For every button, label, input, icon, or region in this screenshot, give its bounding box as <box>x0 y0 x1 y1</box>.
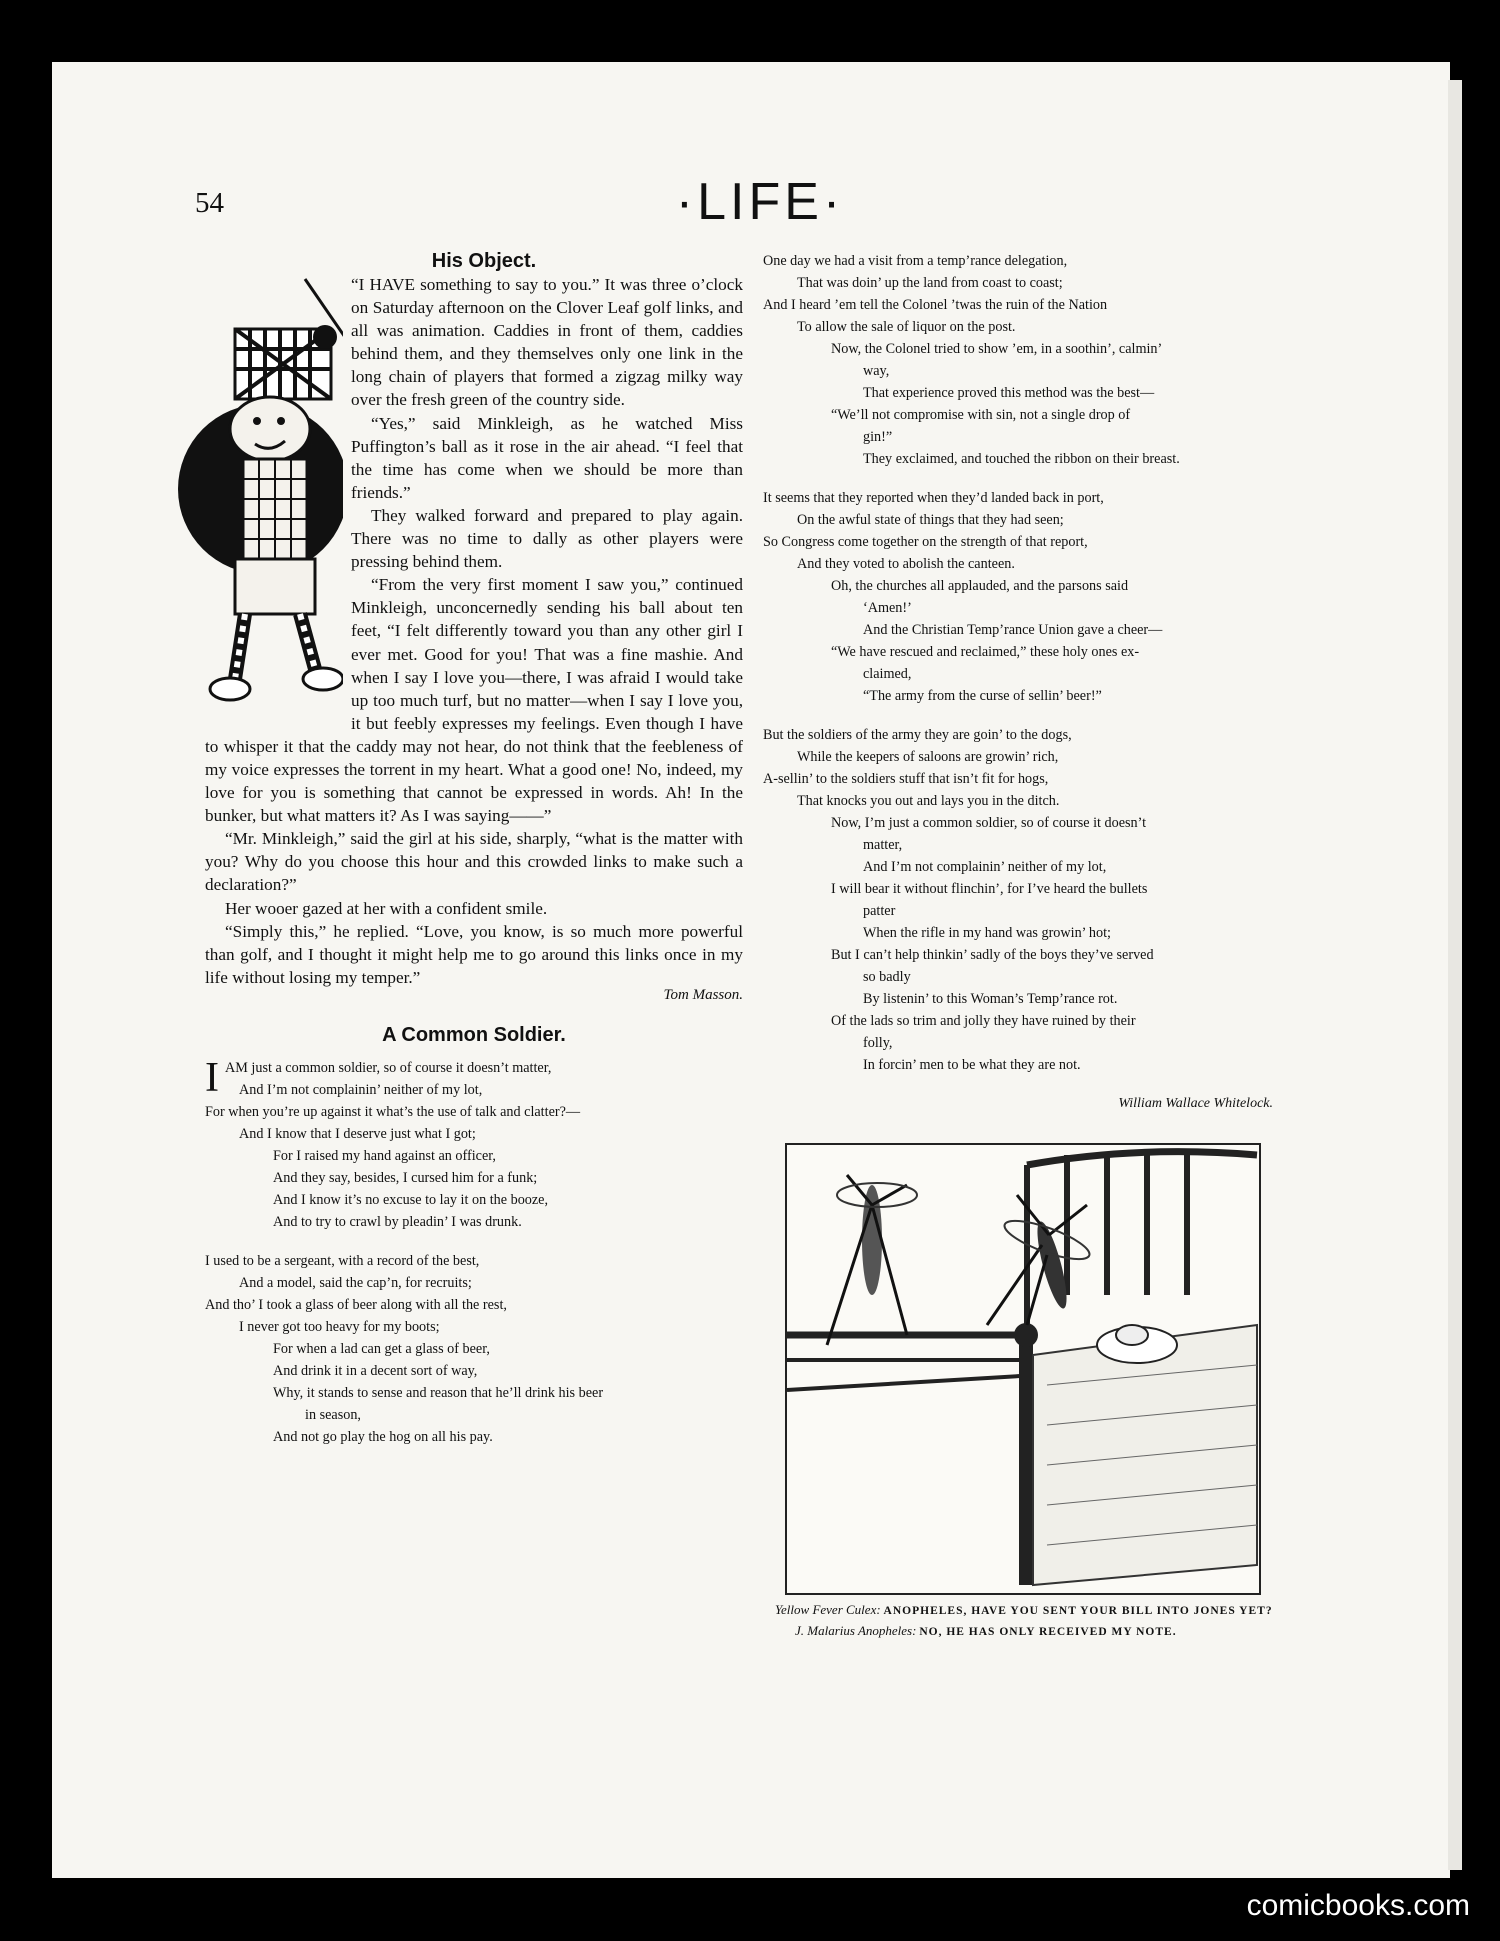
paragraph: “Yes,” said Minkleigh, as he watched Miss Puffington’s ball as it rose in the air ahead. “I feel that the time has come when we should be more than friends.” <box>351 413 743 502</box>
stanza <box>763 724 1313 1076</box>
poem-line: so badly <box>863 969 911 985</box>
stanza <box>205 1250 743 1448</box>
poem-line: And I know that I deserve just what I got; <box>239 1125 476 1142</box>
poem-line: One day we had a visit from a temp’rance delegation, <box>763 253 1068 269</box>
paragraph: “Simply this,” he replied. “Love, you know, is so much more powerful than golf, and I thought it might help me to go around this links once in my life without losing my temper.” <box>205 921 743 987</box>
poem-line: I used to be a sergeant, with a record of the best, <box>205 1252 480 1269</box>
poem-line: I will bear it without flinchin’, for I’ve heard the bullets <box>831 881 1148 897</box>
poem-line: It seems that they reported when they’d landed back in port, <box>763 490 1104 506</box>
poem-line: And not go play the hog on all his pay. <box>273 1428 493 1445</box>
poem-left <box>205 1054 743 1448</box>
left-column <box>205 250 743 1465</box>
poem-line: And tho’ I took a glass of beer along with all the rest, <box>205 1296 507 1313</box>
poem-line: On the awful state of things that they had seen; <box>797 512 1064 528</box>
cartoon-caption <box>775 1600 1295 1642</box>
poem-line: That was doin’ up the land from coast to coast; <box>797 275 1063 291</box>
poem-line: claimed, <box>863 666 912 682</box>
poem-line: A-sellin’ to the soldiers stuff that isn’t fit for hogs, <box>763 771 1049 787</box>
caption-line-2 <box>775 1621 1295 1642</box>
mosquito-cartoon <box>785 1143 1261 1595</box>
poem-line: “The army from the curse of sellin’ beer!” <box>863 688 1102 704</box>
poem-line: Oh, the churches all applauded, and the parsons said <box>831 578 1129 594</box>
facing-page-edge <box>1448 80 1462 1870</box>
poem-line: Why, it stands to sense and reason that he’ll drink his beer <box>273 1384 604 1401</box>
poem-line: And to try to crawl by pleadin’ I was drunk. <box>273 1213 522 1230</box>
poem-line: And drink it in a decent sort of way, <box>273 1362 478 1379</box>
poem-line: And they say, besides, I cursed him for a funk; <box>273 1169 538 1186</box>
site-watermark: comicbooks.com <box>1239 1885 1478 1927</box>
article-title: His Object. <box>431 250 537 272</box>
poem-line: ‘Amen!’ <box>863 600 912 616</box>
poem-line: Of the lads so trim and jolly they have ruined by their <box>831 1013 1136 1029</box>
article-byline: Tom Masson. <box>663 986 743 1003</box>
poem-line: And they voted to abolish the canteen. <box>797 556 1015 572</box>
poem-line: “We have rescued and reclaimed,” these holy ones ex- <box>831 644 1140 660</box>
poem-line: They exclaimed, and touched the ribbon on their breast. <box>863 451 1180 467</box>
paragraph: “Mr. Minkleigh,” said the girl at his side, sharply, “what is the matter with you? Why do you choose this hour and this crowded links to make such a declaration?” <box>205 829 743 895</box>
poem-line: folly, <box>863 1035 893 1051</box>
right-column <box>763 250 1313 1115</box>
golfer-illustration <box>175 269 343 714</box>
paragraph: “From the very first moment I saw you,” continued Minkleigh, unconcernedly sending his ball about ten feet, “I felt differently toward you than any other girl I ever met. Good for you! That was a fine mashie. And when I say I love you—there, I was afraid I would take up too much turf, but no matter—when I say I love you, it but feebly expresses my feelings. Even though I have to whisper it that the caddy may not hear, do not think that the feebleness of my voice expresses the torrent in my heart. What a good one! No, indeed, my love for you is something that cannot be expressed in words. Ah! In the bunker, but what matters it? As I was saying——” <box>205 575 743 826</box>
paragraph: “I HAVE something to say to you.” It was three o’clock on Saturday afternoon on the Clover Leaf golf links, and all was animation. Caddies in front of them, caddies behind them, and they themselves only one link in the long chain of players that formed a zigzag milky way over the fresh green of the country side. <box>351 275 743 410</box>
drop-cap: I <box>205 1054 219 1101</box>
poem-line: So Congress come together on the strength of that report, <box>763 534 1088 550</box>
poem-signature: William Wallace Whitelock. <box>1118 1096 1273 1111</box>
poem-line: And the Christian Temp’rance Union gave a cheer— <box>863 622 1163 638</box>
stanza <box>763 250 1313 470</box>
dialogue-1: ANOPHELES, HAVE YOU SENT YOUR BILL INTO JONES YET? <box>883 1605 1273 1617</box>
poem-line: For when a lad can get a glass of beer, <box>273 1340 490 1357</box>
poem-line: In forcin’ men to be what they are not. <box>863 1057 1081 1073</box>
poem-line: For I raised my hand against an officer, <box>273 1147 496 1164</box>
stanza <box>205 1054 743 1233</box>
poem-line: When the rifle in my hand was growin’ hot; <box>863 925 1111 941</box>
poem-line: To allow the sale of liquor on the post. <box>797 319 1016 335</box>
dialogue-2: NO, HE HAS ONLY RECEIVED MY NOTE. <box>919 1626 1177 1638</box>
poem-line: And I’m not complainin’ neither of my lot, <box>863 859 1107 875</box>
poem-line: For when you’re up against it what’s the use of talk and clatter?— <box>205 1103 581 1120</box>
poem-line: in season, <box>305 1406 361 1423</box>
speaker-1: Yellow Fever Culex: <box>775 1602 881 1617</box>
paragraph: They walked forward and prepared to play again. There was no time to dally as other players were pressing behind them. <box>351 505 743 572</box>
page-number: 54 <box>195 187 224 219</box>
poem-right <box>763 250 1313 1115</box>
poem-line: way, <box>863 363 890 379</box>
poem-line: And I heard ’em tell the Colonel ’twas the ruin of the Nation <box>763 297 1108 313</box>
poem-line: But I can’t help thinkin’ sadly of the boys they’ve served <box>831 947 1154 963</box>
poem-title: A Common Soldier. <box>382 1023 566 1046</box>
stanza <box>763 487 1313 707</box>
poem-line: I never got too heavy for my boots; <box>239 1318 440 1335</box>
masthead-title: ·LIFE· <box>675 173 845 231</box>
speaker-2: J. Malarius Anopheles: <box>795 1623 917 1638</box>
poem-line: AM just a common soldier, so of course it doesn’t matter, <box>225 1059 552 1076</box>
poem-line: But the soldiers of the army they are goin’ to the dogs, <box>763 727 1072 743</box>
poem-line: matter, <box>863 837 903 853</box>
poem-line: That knocks you out and lays you in the ditch. <box>797 793 1060 809</box>
bedroom-scene-image <box>787 1145 1259 1593</box>
poem-line: “We’ll not compromise with sin, not a single drop of <box>831 407 1131 423</box>
paragraph: Her wooer gazed at her with a confident smile. <box>225 898 548 918</box>
poem-line: And I know it’s no excuse to lay it on the booze, <box>273 1191 549 1208</box>
poem-line: And a model, said the cap’n, for recruits; <box>239 1274 472 1291</box>
poem-line: Now, I’m just a common soldier, so of course it doesn’t <box>831 815 1147 831</box>
poem-line: patter <box>863 903 896 919</box>
poem-line: And I’m not complainin’ neither of my lot, <box>239 1081 483 1098</box>
poem-line: That experience proved this method was the best— <box>863 385 1155 401</box>
poem-line: By listenin’ to this Woman’s Temp’rance rot. <box>863 991 1118 1007</box>
caption-line-1 <box>775 1600 1295 1621</box>
poem-line: Now, the Colonel tried to show ’em, in a soothin’, calmin’ <box>831 341 1163 357</box>
poem-line: While the keepers of saloons are growin’ rich, <box>797 749 1059 765</box>
poem-line: gin!” <box>863 429 893 445</box>
